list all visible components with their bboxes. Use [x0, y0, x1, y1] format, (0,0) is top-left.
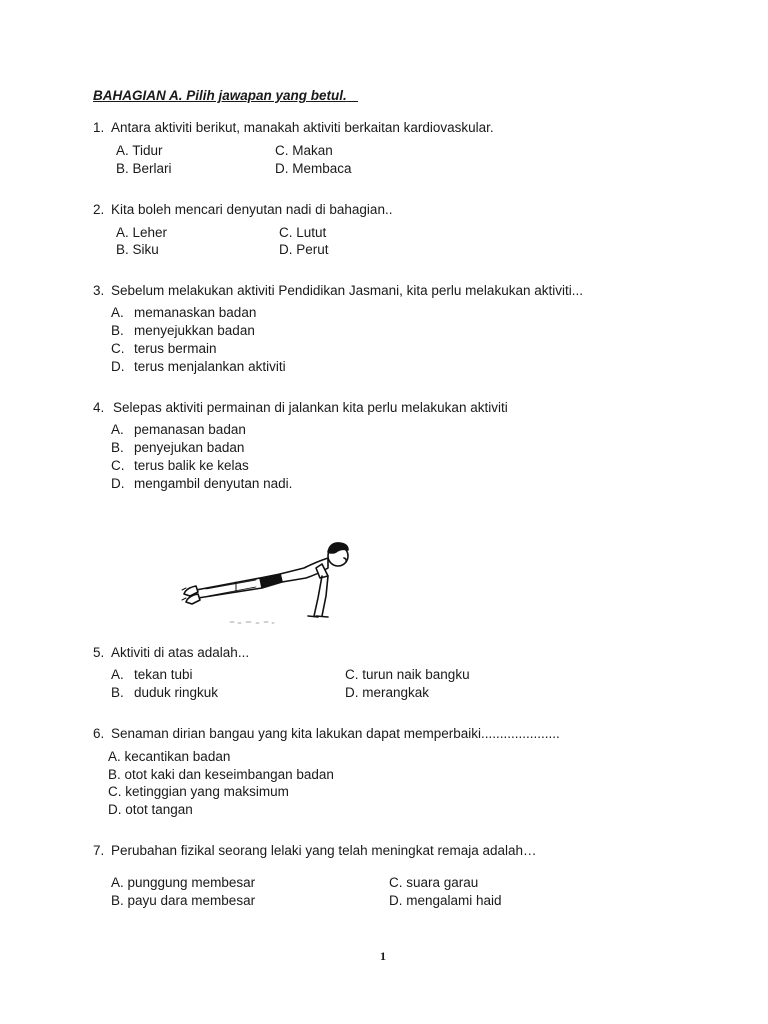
option-d-letter: D. [111, 476, 125, 491]
question-number: 1. [93, 120, 105, 135]
option-d: D. mengalami haid [389, 893, 502, 908]
option-a-letter: A. [111, 305, 124, 320]
option-a-text: tekan tubi [134, 667, 193, 682]
option-b: B. otot kaki dan keseimbangan badan [108, 767, 334, 782]
option-a-text: memanaskan badan [134, 305, 257, 320]
option-d: D. Perut [279, 242, 329, 257]
option-a-letter: A. [111, 422, 124, 437]
option-b-letter: B. [111, 323, 124, 338]
question-number: 7. [93, 843, 105, 858]
question-text: Sebelum melakukan aktiviti Pendidikan Jasmani, kita perlu melakukan aktiviti... [111, 283, 583, 298]
option-d-text: mengambil denyutan nadi. [134, 476, 293, 491]
question-number: 5. [93, 645, 105, 660]
question-text: Senaman dirian bangau yang kita lakukan dapat memperbaiki..................... [111, 726, 560, 741]
question-text: Selepas aktiviti permainan di jalankan kita perlu melakukan aktiviti [113, 400, 508, 415]
option-b-letter: B. [111, 685, 124, 700]
option-c: C. suara garau [389, 875, 479, 890]
question-number: 4. [93, 400, 105, 415]
option-b: B. Berlari [116, 161, 172, 176]
option-d: D. Membaca [275, 161, 352, 176]
option-a-text: pemanasan badan [134, 422, 246, 437]
question-number: 2. [93, 202, 105, 217]
option-c: C. ketinggian yang maksimum [108, 784, 289, 799]
option-c-letter: C. [111, 341, 125, 356]
question-text: Aktiviti di atas adalah... [111, 645, 250, 660]
heading-prefix: BAHAGIAN A. [93, 88, 183, 103]
option-b-text: penyejukan badan [134, 440, 245, 455]
option-d: D. merangkak [345, 685, 430, 700]
option-b-text: duduk ringkuk [134, 685, 219, 700]
question-text: Kita boleh mencari denyutan nadi di bahagian.. [111, 202, 393, 217]
section-heading [93, 88, 358, 104]
push-up-figure-icon [176, 534, 372, 630]
option-b: B. payu dara membesar [111, 893, 256, 908]
option-d-letter: D. [111, 359, 125, 374]
option-a: A. kecantikan badan [108, 749, 231, 764]
question-text: Antara aktiviti berikut, manakah aktiviti berkaitan kardiovaskular. [111, 120, 494, 135]
question-number: 3. [93, 283, 105, 298]
option-c-text: terus balik ke kelas [134, 458, 249, 473]
option-b-letter: B. [111, 440, 124, 455]
option-b-text: menyejukkan badan [134, 323, 255, 338]
question-text: Perubahan fizikal seorang lelaki yang telah meningkat remaja adalah… [111, 843, 537, 858]
option-c: C. Lutut [279, 225, 327, 240]
question-number: 6. [93, 726, 105, 741]
option-a: A. Leher [116, 225, 168, 240]
option-d: D. otot tangan [108, 802, 193, 817]
option-c: C. turun naik bangku [345, 667, 470, 682]
option-a: A. Tidur [116, 143, 163, 158]
option-c-letter: C. [111, 458, 125, 473]
option-c-text: terus bermain [134, 341, 217, 356]
heading-instruction: Pilih jawapan yang betul. [182, 88, 347, 103]
option-a: A. punggung membesar [111, 875, 256, 890]
option-b: B. Siku [116, 242, 159, 257]
option-c: C. Makan [275, 143, 333, 158]
page-number: 1 [380, 949, 386, 963]
option-a-letter: A. [111, 667, 124, 682]
option-d-text: terus menjalankan aktiviti [134, 359, 286, 374]
